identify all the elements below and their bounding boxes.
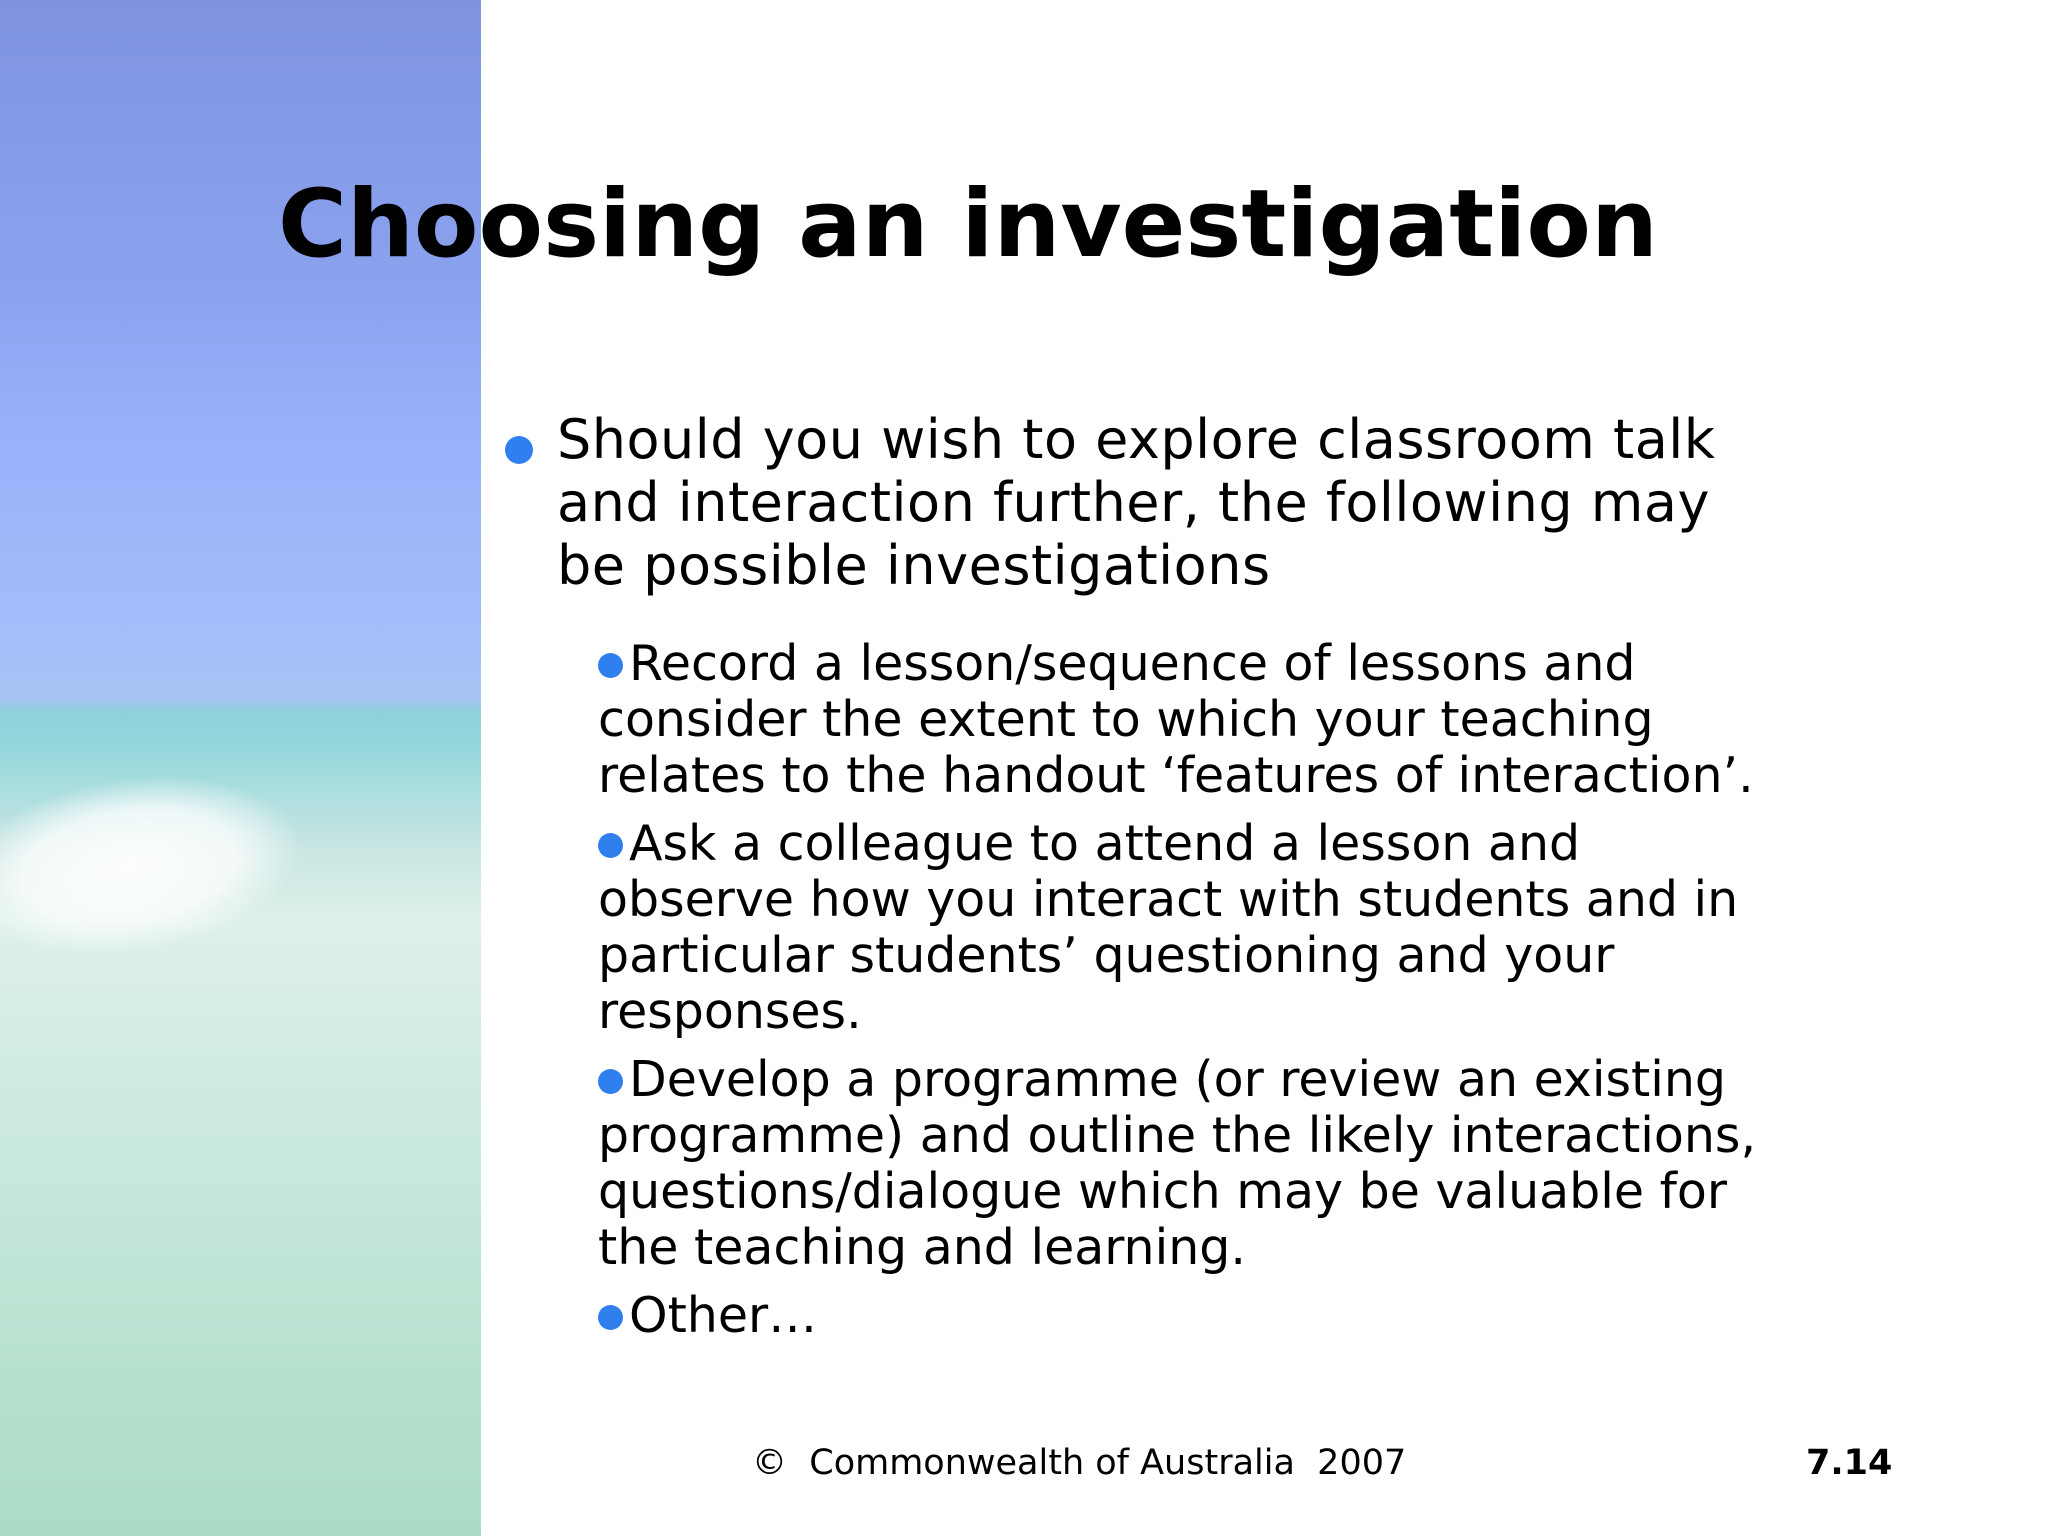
- sub-bullet-text: Other…: [629, 1287, 818, 1344]
- copyright-footer: © Commonwealth of Australia 2007: [752, 1443, 1407, 1483]
- main-bullet-line: be possible investigations: [557, 534, 1271, 597]
- sub-bullet-line: [598, 1052, 1858, 1108]
- horizon-line: [0, 709, 481, 713]
- sub-bullet-text: Ask a colleague to attend a lesson and: [629, 815, 1581, 872]
- sub-bullet-line: observe how you interact with students and in: [598, 871, 1739, 928]
- sub-bullet-line: [598, 1288, 1858, 1344]
- sub-bullet-line: relates to the handout ‘features of interaction’.: [598, 747, 1754, 804]
- bullet-dot-icon: [598, 653, 623, 678]
- sub-bullet-line: programme) and outline the likely interactions,: [598, 1107, 1757, 1164]
- bullet-dot-icon: [598, 1069, 623, 1094]
- sub-bullet-line: questions/dialogue which may be valuable for: [598, 1163, 1727, 1220]
- sub-bullet-line: particular students’ questioning and your: [598, 927, 1615, 984]
- main-bullet-text: [557, 408, 1837, 597]
- sub-bullet-line: responses.: [598, 983, 862, 1040]
- bullet-dot-icon: [598, 1305, 623, 1330]
- sub-bullet-line: the teaching and learning.: [598, 1219, 1246, 1276]
- sub-bullet-text: Develop a programme (or review an existing: [629, 1051, 1727, 1108]
- main-bullet-line: Should you wish to explore classroom talk: [557, 408, 1716, 471]
- sub-bullet-other: [598, 1288, 1858, 1344]
- slide-number: 7.14: [1806, 1443, 1893, 1483]
- main-bullet-line: and interaction further, the following may: [557, 471, 1710, 534]
- sub-bullet-line: [598, 636, 1858, 692]
- sub-bullet-develop-programme: [598, 1052, 1858, 1276]
- sub-bullet-text: Record a lesson/sequence of lessons and: [629, 635, 1636, 692]
- cloud-shape: [0, 757, 310, 973]
- bullet-dot-icon: [505, 436, 533, 464]
- sub-bullet-list: [598, 636, 1858, 1356]
- sub-bullet-line: consider the extent to which your teaching: [598, 691, 1654, 748]
- sub-bullet-line: [598, 816, 1858, 872]
- slide-title: Choosing an investigation: [278, 170, 1658, 279]
- sub-bullet-ask-colleague: [598, 816, 1858, 1040]
- bullet-dot-icon: [598, 833, 623, 858]
- sub-bullet-record-lesson: [598, 636, 1858, 804]
